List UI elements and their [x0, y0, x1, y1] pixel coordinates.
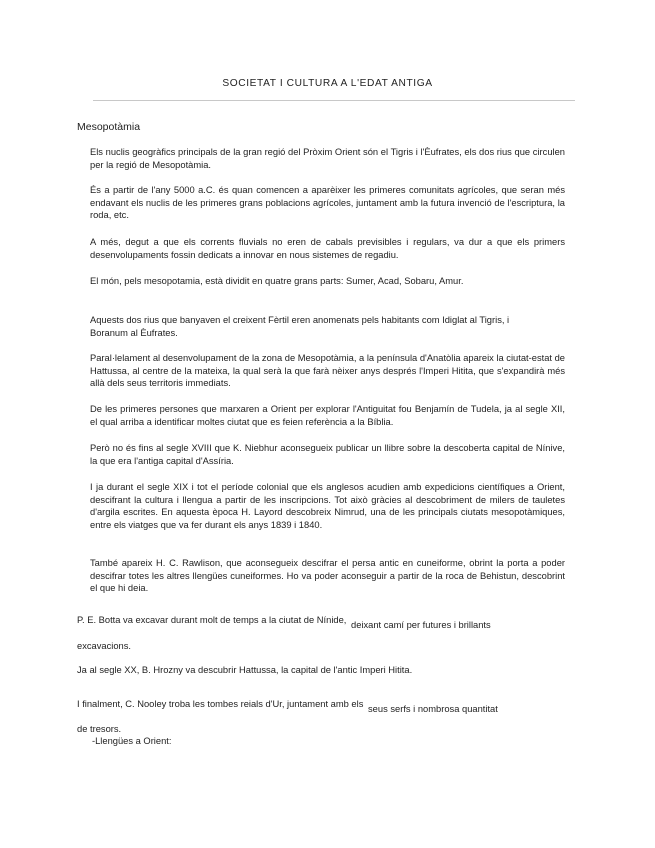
paragraph: Aquests dos rius que banyaven el creixent Fèrtil eren anomenats pels habitants com Idiglat al Tigris, i Boranum al Èufrates.	[90, 315, 510, 338]
page-title: SOCIETAT I CULTURA A L'EDAT ANTIGA	[222, 78, 433, 89]
nooley-text-a: I finalment, C. Nooley troba les tombes reials d'Ur, juntament amb els	[77, 699, 364, 709]
title-divider	[93, 100, 575, 101]
botta-text-a: P. E. Botta va excavar durant molt de temps a la ciutat de Nínide,	[77, 615, 347, 625]
paragraph: A més, degut a que els corrents fluvials no eren de cabals previsibles i regulars, va dur a que els primers desenvolupaments fossin dedicats a innovar en nous sistemes de regadiu.	[90, 237, 565, 260]
paragraph: Però no és fins al segle XVIII que K. Niebhur aconsegueix publicar un llibre sobre la descoberta capital de Nínive, la que era l'antiga capital d'Assíria.	[90, 443, 565, 466]
paragraph: Paral·lelament al desenvolupament de la zona de Mesopotàmia, a la península d'Anatòlia apareix la ciutat-estat de Hattussa, al centre de la mateixa, la qual serà la que farà nèixer anys després l'Imperi Hitita, que s'expandirà més allà dels seus territoris immediats.	[90, 353, 565, 389]
nooley-text-b: seus serfs i nombrosa quantitat	[368, 704, 498, 714]
paragraph: El món, pels mesopotamia, està dividit en quatre grans parts: Sumer, Acad, Sobaru, Amur.	[90, 276, 464, 286]
paragraph: I ja durant el segle XIX i tot el període colonial que els anglesos acudien amb expedicions científiques a Orient, descifrant la cultura i llengua a partir de les inscripcions. Tot això gràcies al descobriment de milers de tauletes d'argila escrites. En aquesta època H. Layord descobreix Nimrud, una de les principals ciutats mesopotàmiques, entre els viatges que va fer durant els anys 1839 i 1840.	[90, 482, 565, 530]
hrozny-line: Ja al segle XX, B. Hrozny va descubrir Hattussa, la capital de l'antic Imperi Hitita.	[77, 665, 413, 675]
subheading: -Llengües a Orient:	[92, 736, 172, 746]
paragraph: És a partir de l'any 5000 a.C. és quan comencen a aparèixer les primeres comunitats agrícoles, que seran més endavant els nuclis de les primeres grans poblacions agrícoles, juntament amb la futura invenció de l'escriptura, la roda, etc.	[90, 185, 565, 221]
paragraph: De les primeres persones que marxaren a Orient per explorar l'Antiguitat fou Benjamín de Tudela, ja al segle XII, el qual arriba a identificar moltes ciutat que es feien referència a la Bíblia.	[90, 404, 565, 427]
nooley-line	[77, 698, 498, 714]
paragraph: Els nuclis geogràfics principals de la gran regió del Pròxim Orient són el Tigris i l'Èufrates, els dos rius que circulen per la regió de Mesopotàmia.	[90, 147, 565, 170]
nooley-continuation: de tresors.	[77, 724, 122, 734]
botta-continuation: excavacions.	[77, 641, 132, 651]
botta-text-b: deixant camí per futures i brillants	[351, 620, 491, 630]
botta-line	[77, 614, 491, 630]
paragraph: També apareix H. C. Rawlison, que aconsegueix descifrar el persa antic en cuneiforme, obrint la porta a poder descifrar totes les altres llengües cuneiformes. Ho va poder aconseguir a partir de la roca de Behistun, descobrint el que hi deia.	[90, 558, 565, 594]
section-heading: Mesopotàmia	[77, 121, 141, 133]
